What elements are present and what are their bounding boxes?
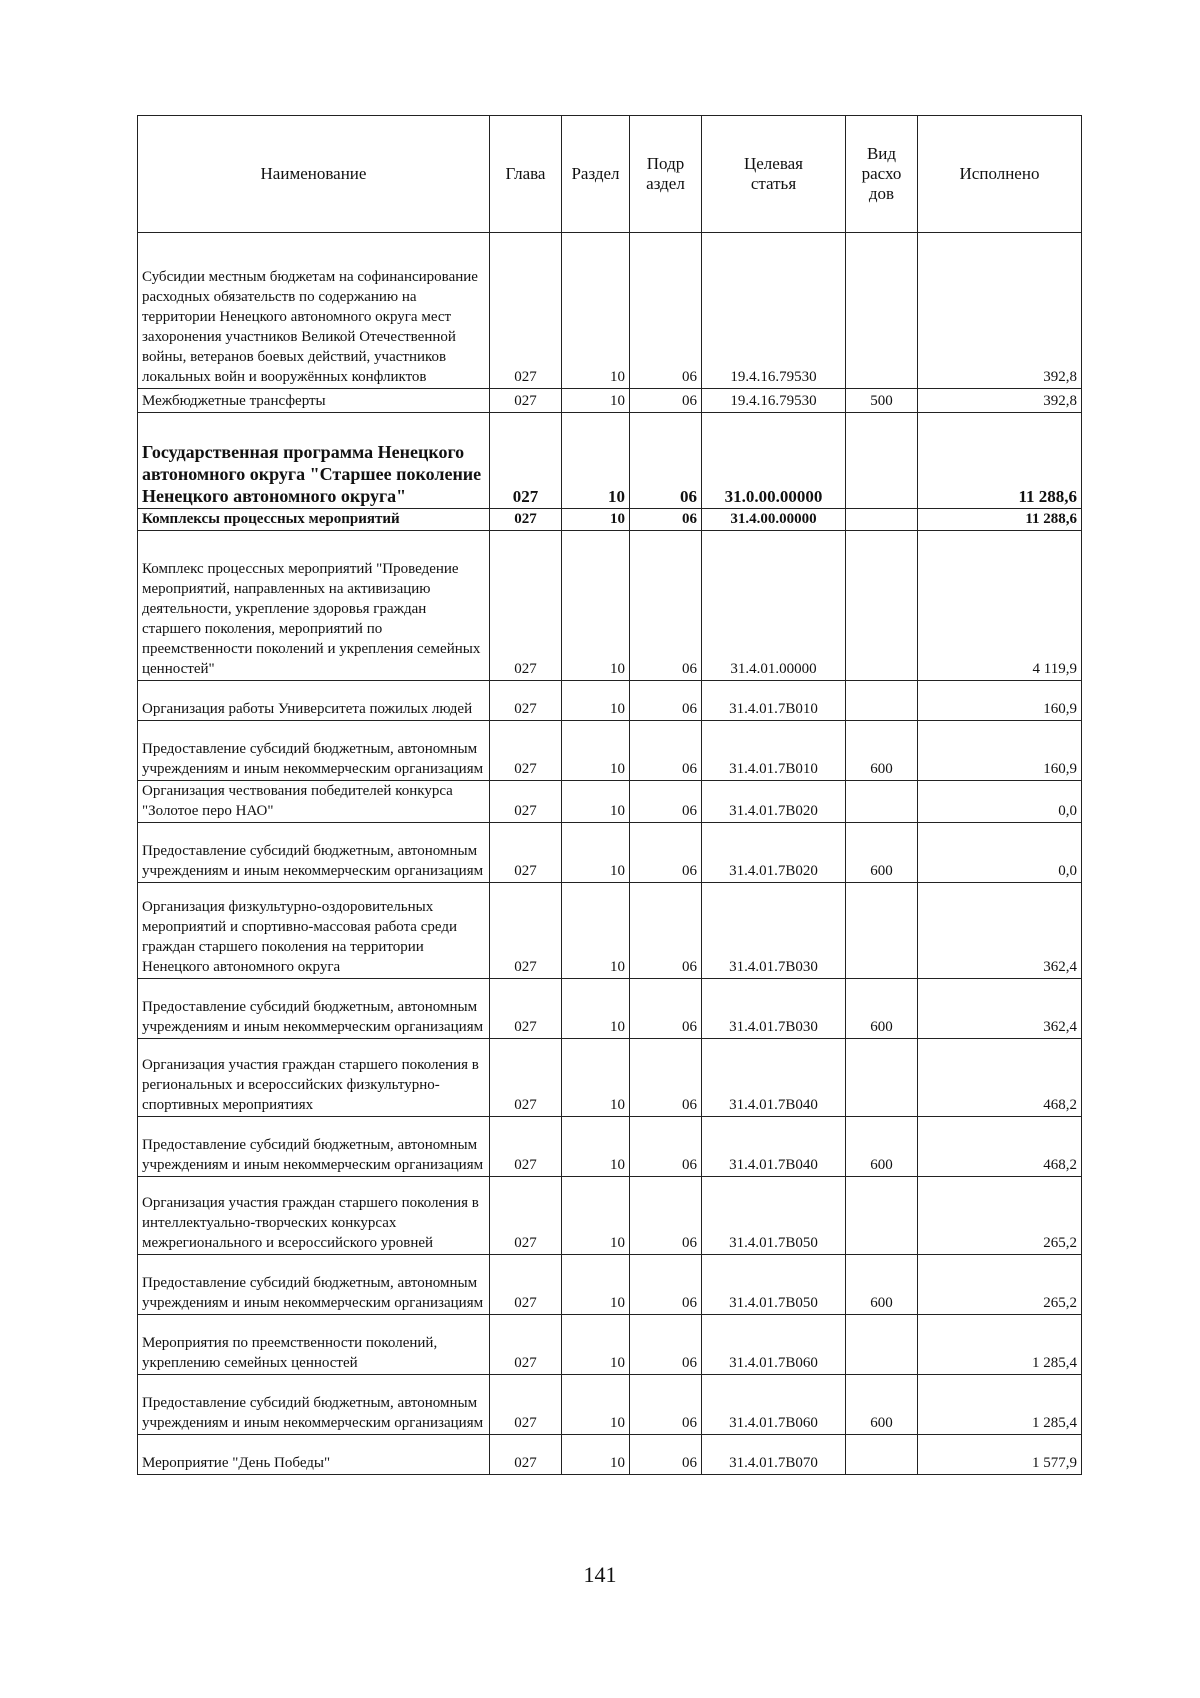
table-row xyxy=(138,1315,1082,1375)
header-subsection: Подр аздел xyxy=(630,116,702,233)
cell-target-item: 31.4.01.7В040 xyxy=(702,1117,846,1177)
cell-target-item: 31.4.01.7В040 xyxy=(702,1039,846,1117)
cell-executed: 1 285,4 xyxy=(918,1315,1082,1375)
cell-name: Комплексы процессных мероприятий xyxy=(138,509,490,531)
cell-section: 10 xyxy=(562,1255,630,1315)
cell-chapter: 027 xyxy=(490,233,562,389)
cell-name: Организация участия граждан старшего поколения в интеллектуально-творческих конкурсах межрегионального и всероссийского уровней xyxy=(138,1177,490,1255)
cell-subsection: 06 xyxy=(630,233,702,389)
table-body xyxy=(138,233,1082,1475)
cell-subsection: 06 xyxy=(630,721,702,781)
cell-expense-type xyxy=(846,1435,918,1475)
cell-chapter: 027 xyxy=(490,1117,562,1177)
header-executed: Исполнено xyxy=(918,116,1082,233)
cell-target-item: 31.4.01.00000 xyxy=(702,531,846,681)
cell-subsection: 06 xyxy=(630,979,702,1039)
cell-target-item: 31.4.01.7В030 xyxy=(702,883,846,979)
cell-subsection: 06 xyxy=(630,389,702,413)
table-row xyxy=(138,979,1082,1039)
cell-subsection: 06 xyxy=(630,413,702,509)
cell-expense-type xyxy=(846,883,918,979)
cell-target-item: 31.4.01.7В060 xyxy=(702,1315,846,1375)
cell-chapter: 027 xyxy=(490,1315,562,1375)
cell-expense-type: 600 xyxy=(846,1255,918,1315)
cell-chapter: 027 xyxy=(490,781,562,823)
cell-name: Мероприятия по преемственности поколений, укреплению семейных ценностей xyxy=(138,1315,490,1375)
cell-chapter: 027 xyxy=(490,413,562,509)
cell-executed: 0,0 xyxy=(918,781,1082,823)
table-row xyxy=(138,883,1082,979)
cell-executed: 4 119,9 xyxy=(918,531,1082,681)
cell-subsection: 06 xyxy=(630,531,702,681)
table-row xyxy=(138,1039,1082,1117)
cell-name: Организация участия граждан старшего поколения в региональных и всероссийских физкультурно-спортивных мероприятиях xyxy=(138,1039,490,1117)
header-section: Раздел xyxy=(562,116,630,233)
table-row xyxy=(138,721,1082,781)
cell-section: 10 xyxy=(562,233,630,389)
cell-section: 10 xyxy=(562,1315,630,1375)
table-row xyxy=(138,681,1082,721)
header-expense-type: Вид расхо дов xyxy=(846,116,918,233)
cell-section: 10 xyxy=(562,721,630,781)
cell-expense-type xyxy=(846,1039,918,1117)
cell-chapter: 027 xyxy=(490,389,562,413)
cell-subsection: 06 xyxy=(630,681,702,721)
cell-subsection: 06 xyxy=(630,509,702,531)
cell-executed: 468,2 xyxy=(918,1117,1082,1177)
cell-section: 10 xyxy=(562,823,630,883)
cell-target-item: 31.4.01.7В070 xyxy=(702,1435,846,1475)
cell-expense-type xyxy=(846,1177,918,1255)
cell-expense-type xyxy=(846,509,918,531)
cell-expense-type: 600 xyxy=(846,979,918,1039)
table-row xyxy=(138,781,1082,823)
table-row xyxy=(138,389,1082,413)
cell-section: 10 xyxy=(562,1435,630,1475)
cell-executed: 160,9 xyxy=(918,721,1082,781)
cell-name: Предоставление субсидий бюджетным, автономным учреждениям и иным некоммерческим организациям xyxy=(138,823,490,883)
cell-target-item: 31.4.01.7В030 xyxy=(702,979,846,1039)
table-row xyxy=(138,1435,1082,1475)
cell-section: 10 xyxy=(562,1177,630,1255)
cell-executed: 362,4 xyxy=(918,979,1082,1039)
cell-section: 10 xyxy=(562,413,630,509)
cell-chapter: 027 xyxy=(490,1255,562,1315)
cell-section: 10 xyxy=(562,1039,630,1117)
cell-section: 10 xyxy=(562,531,630,681)
cell-expense-type xyxy=(846,413,918,509)
cell-executed: 160,9 xyxy=(918,681,1082,721)
table-row xyxy=(138,1117,1082,1177)
cell-section: 10 xyxy=(562,781,630,823)
cell-name: Комплекс процессных мероприятий "Проведение мероприятий, направленных на активизацию деятельности, укрепление здоровья граждан старшего поколения, мероприятий по преемственности поколений и укрепления семейных ценностей" xyxy=(138,531,490,681)
cell-chapter: 027 xyxy=(490,531,562,681)
cell-expense-type: 600 xyxy=(846,721,918,781)
cell-target-item: 31.4.01.7В010 xyxy=(702,721,846,781)
cell-chapter: 027 xyxy=(490,883,562,979)
cell-section: 10 xyxy=(562,681,630,721)
cell-expense-type xyxy=(846,681,918,721)
header-chapter: Глава xyxy=(490,116,562,233)
cell-chapter: 027 xyxy=(490,1177,562,1255)
cell-name: Мероприятие "День Победы" xyxy=(138,1435,490,1475)
cell-target-item: 31.4.01.7В050 xyxy=(702,1255,846,1315)
cell-target-item: 31.4.01.7В050 xyxy=(702,1177,846,1255)
cell-executed: 11 288,6 xyxy=(918,413,1082,509)
cell-chapter: 027 xyxy=(490,721,562,781)
cell-subsection: 06 xyxy=(630,1117,702,1177)
cell-expense-type xyxy=(846,781,918,823)
cell-chapter: 027 xyxy=(490,509,562,531)
cell-executed: 265,2 xyxy=(918,1255,1082,1315)
cell-executed: 1 285,4 xyxy=(918,1375,1082,1435)
cell-executed: 0,0 xyxy=(918,823,1082,883)
cell-section: 10 xyxy=(562,1117,630,1177)
cell-section: 10 xyxy=(562,1375,630,1435)
cell-name: Предоставление субсидий бюджетным, автономным учреждениям и иным некоммерческим организациям xyxy=(138,1117,490,1177)
cell-subsection: 06 xyxy=(630,781,702,823)
cell-name: Организация работы Университета пожилых людей xyxy=(138,681,490,721)
cell-chapter: 027 xyxy=(490,681,562,721)
table-row xyxy=(138,1255,1082,1315)
cell-subsection: 06 xyxy=(630,1177,702,1255)
cell-target-item: 31.4.01.7В010 xyxy=(702,681,846,721)
cell-subsection: 06 xyxy=(630,823,702,883)
cell-section: 10 xyxy=(562,979,630,1039)
cell-target-item: 31.4.01.7В060 xyxy=(702,1375,846,1435)
cell-chapter: 027 xyxy=(490,1435,562,1475)
table-row xyxy=(138,1375,1082,1435)
cell-expense-type xyxy=(846,531,918,681)
cell-executed: 265,2 xyxy=(918,1177,1082,1255)
cell-expense-type xyxy=(846,233,918,389)
cell-executed: 362,4 xyxy=(918,883,1082,979)
cell-target-item: 19.4.16.79530 xyxy=(702,389,846,413)
cell-expense-type: 600 xyxy=(846,823,918,883)
cell-chapter: 027 xyxy=(490,1039,562,1117)
cell-executed: 468,2 xyxy=(918,1039,1082,1117)
cell-expense-type xyxy=(846,1315,918,1375)
cell-name: Организация чествования победителей конкурса "Золотое перо НАО" xyxy=(138,781,490,823)
cell-target-item: 19.4.16.79530 xyxy=(702,233,846,389)
header-name: Наименование xyxy=(138,116,490,233)
cell-executed: 392,8 xyxy=(918,389,1082,413)
cell-target-item: 31.4.01.7В020 xyxy=(702,781,846,823)
cell-expense-type: 600 xyxy=(846,1375,918,1435)
cell-name: Предоставление субсидий бюджетным, автономным учреждениям и иным некоммерческим организациям xyxy=(138,1375,490,1435)
cell-target-item: 31.4.00.00000 xyxy=(702,509,846,531)
cell-target-item: 31.0.00.00000 xyxy=(702,413,846,509)
table-header-row xyxy=(138,116,1082,233)
cell-subsection: 06 xyxy=(630,1255,702,1315)
header-target-item: Целевая статья xyxy=(702,116,846,233)
cell-name: Государственная программа Ненецкого автономного округа "Старшее поколение Ненецкого автономного округа" xyxy=(138,413,490,509)
cell-section: 10 xyxy=(562,509,630,531)
cell-name: Субсидии местным бюджетам на софинансирование расходных обязательств по содержанию на территории Ненецкого автономного округа мест захоронения участников Великой Отечественной войны, ветеранов боевых действий, участников локальных войн и вооружённых конфликтов xyxy=(138,233,490,389)
cell-name: Предоставление субсидий бюджетным, автономным учреждениям и иным некоммерческим организациям xyxy=(138,1255,490,1315)
cell-executed: 1 577,9 xyxy=(918,1435,1082,1475)
table-row xyxy=(138,233,1082,389)
table-row xyxy=(138,531,1082,681)
cell-chapter: 027 xyxy=(490,979,562,1039)
cell-subsection: 06 xyxy=(630,1039,702,1117)
cell-subsection: 06 xyxy=(630,1435,702,1475)
table-row xyxy=(138,1177,1082,1255)
table-row xyxy=(138,413,1082,509)
cell-name: Организация физкультурно-оздоровительных мероприятий и спортивно-массовая работа среди граждан старшего поколения на территории Ненецкого автономного округа xyxy=(138,883,490,979)
cell-expense-type: 600 xyxy=(846,1117,918,1177)
cell-chapter: 027 xyxy=(490,1375,562,1435)
cell-name: Предоставление субсидий бюджетным, автономным учреждениям и иным некоммерческим организациям xyxy=(138,979,490,1039)
page-number: 141 xyxy=(583,1562,617,1587)
table-row xyxy=(138,509,1082,531)
table-row xyxy=(138,823,1082,883)
cell-subsection: 06 xyxy=(630,1375,702,1435)
cell-chapter: 027 xyxy=(490,823,562,883)
cell-target-item: 31.4.01.7В020 xyxy=(702,823,846,883)
cell-subsection: 06 xyxy=(630,883,702,979)
cell-executed: 11 288,6 xyxy=(918,509,1082,531)
cell-executed: 392,8 xyxy=(918,233,1082,389)
cell-section: 10 xyxy=(562,389,630,413)
cell-expense-type: 500 xyxy=(846,389,918,413)
cell-section: 10 xyxy=(562,883,630,979)
cell-subsection: 06 xyxy=(630,1315,702,1375)
cell-name: Предоставление субсидий бюджетным, автономным учреждениям и иным некоммерческим организациям xyxy=(138,721,490,781)
budget-table xyxy=(137,115,1082,1475)
cell-name: Межбюджетные трансферты xyxy=(138,389,490,413)
